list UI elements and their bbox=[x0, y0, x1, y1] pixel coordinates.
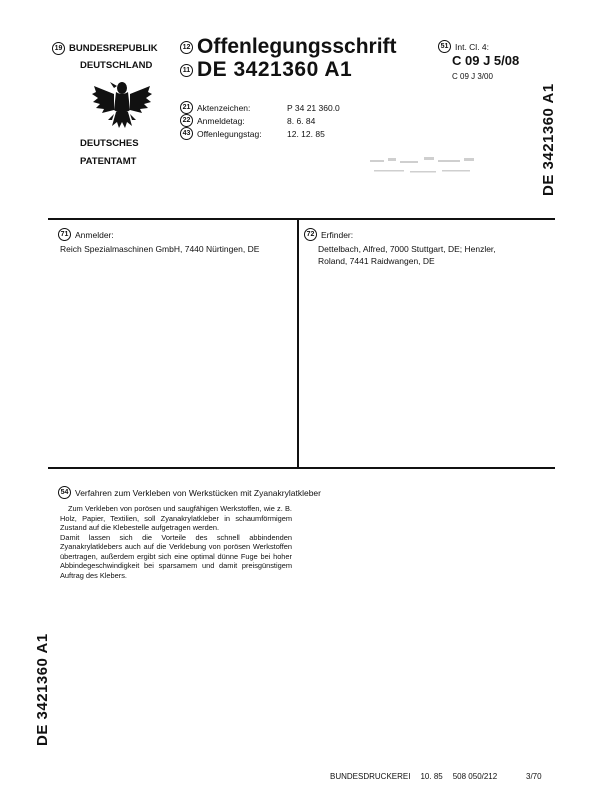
country-line1 bbox=[52, 42, 158, 55]
inid-code-43: 43 bbox=[180, 127, 193, 140]
invention-title-row bbox=[58, 486, 321, 499]
inid-code-19: 19 bbox=[52, 42, 65, 55]
date-row bbox=[180, 101, 380, 114]
document-number-row bbox=[180, 58, 352, 82]
inid-code-71: 71 bbox=[58, 228, 71, 241]
classification-secondary: C 09 J 3/00 bbox=[452, 72, 493, 81]
country-name-line2: DEUTSCHLAND bbox=[80, 60, 153, 71]
faint-stamp-mark bbox=[368, 154, 478, 180]
footer-page: 3/70 bbox=[526, 772, 542, 781]
inid-code-72: 72 bbox=[304, 228, 317, 241]
date-row bbox=[180, 114, 380, 127]
date-row bbox=[180, 127, 380, 140]
footer-printer: BUNDESDRUCKEREI bbox=[330, 772, 411, 781]
header-divider bbox=[48, 218, 555, 220]
body-divider bbox=[48, 467, 555, 469]
inid-code-54: 54 bbox=[58, 486, 71, 499]
abstract-paragraph-2: Damit lassen sich die Vorteile des schnell abbindenden Zyanakrylatklebers auch auf die Verklebung von porösen Werkstoffen übertragen, außerdem ergibt sich eine optimal dünne Fuge bei hoher Abbindegeschwindigkeit bei sparsamem und damit preisgünstigem Auftrag des Klebers. bbox=[60, 532, 292, 580]
footer-number: 508 050/212 bbox=[452, 772, 498, 781]
inid-code-12: 12 bbox=[180, 41, 193, 54]
inventor-label: Erfinder: bbox=[321, 229, 354, 240]
side-document-number-bottom: DE 3421360 A1 bbox=[34, 633, 51, 746]
inventor-value-line1: Dettelbach, Alfred, 7000 Stuttgart, DE; Henzler, bbox=[318, 244, 496, 254]
date-value: 12. 12. 85 bbox=[287, 128, 325, 139]
date-label: Aktenzeichen: bbox=[197, 102, 251, 113]
office-name-line2: PATENTAMT bbox=[80, 156, 137, 167]
dates-block bbox=[180, 101, 380, 140]
applicant-label: Anmelder: bbox=[75, 229, 114, 240]
document-type-row bbox=[180, 35, 397, 59]
footer-date: 10. 85 bbox=[420, 772, 443, 781]
country-name: BUNDESREPUBLIK bbox=[69, 43, 158, 54]
inid-code-22: 22 bbox=[180, 114, 193, 127]
abstract-paragraph-1: Zum Verkleben von porösen und saugfähigen Werkstoffen, wie z. B. Holz, Papier, Textilien, soll Zyanakrylatkleber in schaumförmigem Zustand auf die Klebestelle aufgetragen werden. bbox=[60, 504, 292, 532]
invention-title: Verfahren zum Verkleben von Werkstücken mit Zyanakrylatkleber bbox=[75, 487, 321, 498]
date-label: Offenlegungstag: bbox=[197, 128, 262, 139]
date-label: Anmeldetag: bbox=[197, 115, 245, 126]
date-value: P 34 21 360.0 bbox=[287, 102, 340, 113]
document-type: Offenlegungsschrift bbox=[197, 35, 397, 58]
abstract bbox=[60, 504, 292, 580]
classification-label: Int. Cl. 4: bbox=[455, 41, 490, 52]
inid-code-11: 11 bbox=[180, 64, 193, 77]
applicant-value: Reich Spezialmaschinen GmbH, 7440 Nürtingen, DE bbox=[60, 244, 260, 254]
classification-label-row bbox=[438, 40, 489, 53]
document-number: DE 3421360 A1 bbox=[197, 58, 353, 81]
side-document-number-top: DE 3421360 A1 bbox=[540, 83, 557, 196]
federal-eagle-emblem bbox=[90, 76, 154, 132]
date-value: 8. 6. 84 bbox=[287, 115, 316, 126]
column-divider bbox=[297, 218, 299, 467]
footer bbox=[330, 772, 497, 781]
inventor-label-row bbox=[304, 228, 353, 241]
classification-main: C 09 J 5/08 bbox=[452, 53, 520, 68]
office-name-line1: DEUTSCHES bbox=[80, 138, 139, 149]
applicant-label-row bbox=[58, 228, 114, 241]
inventor-value-line2: Roland, 7441 Raidwangen, DE bbox=[318, 256, 435, 266]
inid-code-21: 21 bbox=[180, 101, 193, 114]
inid-code-51: 51 bbox=[438, 40, 451, 53]
